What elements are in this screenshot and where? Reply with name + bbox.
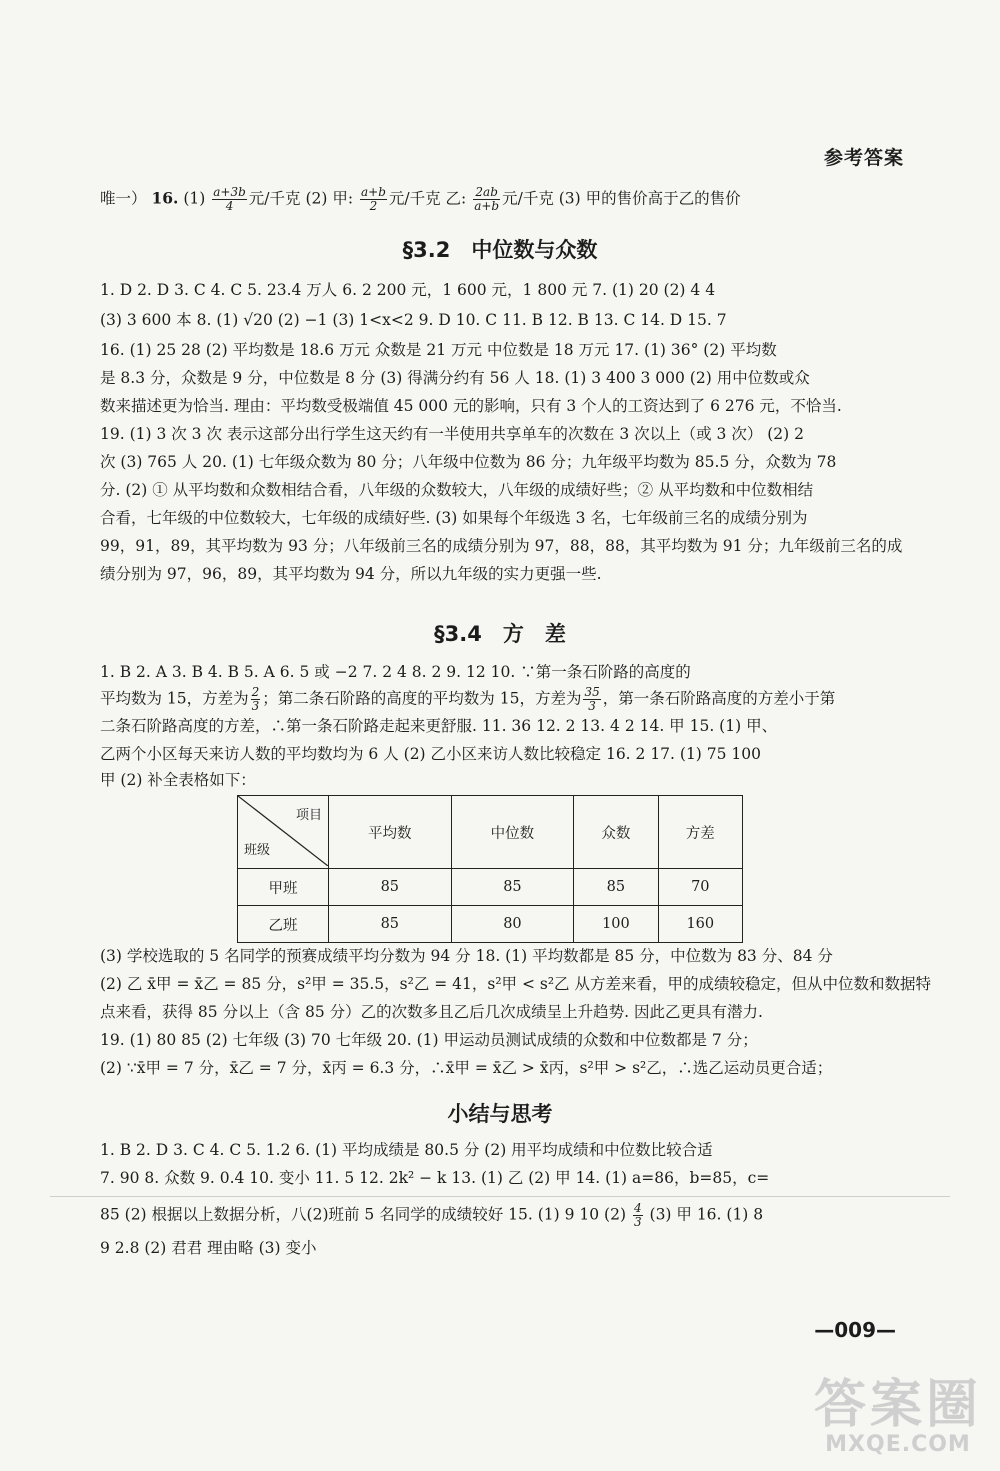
answer-line: 9 2.8 (2) 君君 理由略 (3) 变小 bbox=[100, 1239, 317, 1257]
answer-line: 1. D 2. D 3. C 4. C 5. 23.4 万人 6. 2 200 元，1 600 元，1 800 元 7. (1) 20 (2) 4 4 bbox=[100, 281, 716, 299]
answer-line: (3) 学校选取的 5 名同学的预赛成绩平均分数为 94 分 18. (1) 平均数都是 85 分，中位数为 83 分、84 分 bbox=[100, 947, 833, 965]
table-header-row bbox=[238, 796, 743, 869]
answer-line: (2) 乙 x̄甲 = x̄乙 = 85 分，s²甲 = 35.5，s²乙 = 41，s²甲 < s²乙 从方差来看，甲的成绩较稳定，但从中位数和数据特 bbox=[100, 975, 931, 993]
answer-line: 平均数为 15，方差为 $\frac{2}{3}$ ；第二条石阶路的高度的平均数为 15，方差为 $\frac{35}{3}$ ，第一条石阶路高度的方差小于第 bbox=[100, 685, 836, 713]
fraction: $\frac{2ab}{a+b}$ bbox=[474, 185, 500, 213]
page-number: —009— bbox=[814, 1318, 896, 1342]
table-cell: 85 bbox=[574, 869, 658, 906]
table-corner-cell: 项目 班级 bbox=[238, 796, 329, 869]
section-title-summary: 小结与思考 bbox=[447, 1102, 553, 1126]
table-header-cell: 方差 bbox=[658, 796, 742, 869]
page-header: 参考答案 bbox=[823, 147, 904, 169]
answer-line: 19. (1) 80 85 (2) 七年级 (3) 70 七年级 20. (1) 甲运动员测试成绩的众数和中位数都是 7 分； bbox=[100, 1031, 758, 1049]
answer-line: (2) ∵x̄甲 = 7 分，x̄乙 = 7 分，x̄丙 = 6.3 分，∴x̄甲 = x̄乙 > x̄丙，s²甲 > s²乙，∴选乙运动员更合适； bbox=[100, 1059, 833, 1077]
watermark-logo: 答案圈 MXQE.COM bbox=[813, 1375, 982, 1457]
answer-line: 16. (1) 25 28 (2) 平均数是 18.6 万元 众数是 21 万元 中位数是 18 万元 17. (1) 36° (2) 平均数 bbox=[100, 341, 777, 359]
answer-line: 点来看，获得 85 分以上（含 85 分）乙的次数多且乙后几次成绩呈上升趋势. 因此乙更具有潜力. bbox=[100, 1003, 763, 1021]
answer-line: 分. (2) ① 从平均数和众数相结合看，八年级的众数较大，八年级的成绩好些；② 从平均数和中位数相结 bbox=[100, 481, 814, 499]
fraction: $\frac{4}{3}$ bbox=[633, 1201, 642, 1229]
answer-line: 乙两个小区每天来访人数的平均数均为 6 人 (2) 乙小区来访人数比较稳定 16. 2 17. (1) 75 100 bbox=[100, 745, 762, 763]
table-cell: 85 bbox=[329, 906, 452, 943]
table-header-cell: 平均数 bbox=[329, 796, 452, 869]
answer-line: 99，91，89，其平均数为 93 分；八年级前三名的成绩分别为 97，88，88，其平均数为 91 分；九年级前三名的成 bbox=[100, 537, 903, 555]
table-cell: 100 bbox=[574, 906, 658, 943]
answer-line: 7. 90 8. 众数 9. 0.4 10. 变小 11. 5 12. 2k² − k 13. (1) 乙 (2) 甲 14. (1) a=86，b=85，c= bbox=[100, 1169, 770, 1187]
fraction: $\frac{a+b}{2}$ bbox=[361, 185, 386, 213]
statistics-table bbox=[237, 795, 743, 943]
answer-line: 85 (2) 根据以上数据分析，八(2)班前 5 名同学的成绩较好 15. (1) 9 10 (2) $\frac{4}{3}$ (3) 甲 16. (1) 8 bbox=[100, 1201, 764, 1229]
table-row bbox=[238, 869, 743, 906]
answer-line: 合看，七年级的中位数较大，七年级的成绩好些. (3) 如果每个年级选 3 名，七年级前三名的成绩分别为 bbox=[100, 509, 808, 527]
answer-line: 数来描述更为恰当. 理由：平均数受极端值 45 000 元的影响，只有 3 个人的工资达到了 6 276 元，不恰当. bbox=[100, 397, 842, 415]
continuation-line: 唯一） 16. (1) $\frac{a+3b}{4}$ 元/千克 (2) 甲: $\frac{a+b}{2}$ 元/千克 乙: $\frac{2ab}{a+b}$ 元/千克 (3) 甲的售价高于乙的售价 bbox=[100, 185, 741, 213]
table-cell: 85 bbox=[451, 869, 574, 906]
answer-line: 1. B 2. D 3. C 4. C 5. 1.2 6. (1) 平均成绩是 80.5 分 (2) 用平均成绩和中位数比较合适 bbox=[100, 1141, 713, 1159]
answer-line: 次 (3) 765 人 20. (1) 七年级众数为 80 分；八年级中位数为 86 分；九年级平均数为 85.5 分，众数为 78 bbox=[100, 453, 837, 471]
table-cell: 85 bbox=[329, 869, 452, 906]
table-header-cell: 中位数 bbox=[451, 796, 574, 869]
section-title-3-4: §3.4 方 差 bbox=[434, 622, 566, 646]
fraction: $\frac{a+3b}{4}$ bbox=[213, 185, 246, 213]
answer-line: 二条石阶路高度的方差，∴第一条石阶路走起来更舒服. 11. 36 12. 2 13. 4 2 14. 甲 15. (1) 甲、 bbox=[100, 717, 778, 735]
answer-line: 甲 (2) 补全表格如下： bbox=[100, 771, 256, 789]
answer-line: 1. B 2. A 3. B 4. B 5. A 6. 5 或 −2 7. 2 4 8. 2 9. 12 10. ∵第一条石阶路的高度的 bbox=[100, 663, 691, 681]
table-cell: 70 bbox=[658, 869, 742, 906]
answer-line: 19. (1) 3 次 3 次 表示这部分出行学生这天约有一半使用共享单车的次数在 3 次以上（或 3 次） (2) 2 bbox=[100, 425, 804, 443]
fraction: $\frac{35}{3}$ bbox=[584, 685, 600, 713]
answer-line: 绩分别为 97，96，89，其平均数为 94 分，所以九年级的实力更强一些. bbox=[100, 565, 602, 583]
answer-line: 是 8.3 分，众数是 9 分，中位数是 8 分 (3) 得满分约有 56 人 18. (1) 3 400 3 000 (2) 用中位数或众 bbox=[100, 369, 810, 387]
table-cell: 160 bbox=[658, 906, 742, 943]
row-label: 乙班 bbox=[238, 906, 329, 943]
answer-line: (3) 3 600 本 8. (1) √20 (2) −1 (3) 1<x<2 9. D 10. C 11. B 12. B 13. C 14. D 15. 7 bbox=[100, 311, 727, 329]
row-label: 甲班 bbox=[238, 869, 329, 906]
table-cell: 80 bbox=[451, 906, 574, 943]
table-row bbox=[238, 906, 743, 943]
table-header-cell: 众数 bbox=[574, 796, 658, 869]
divider bbox=[50, 1196, 950, 1197]
fraction: $\frac{2}{3}$ bbox=[251, 685, 260, 713]
section-title-3-2: §3.2 中位数与众数 bbox=[402, 238, 598, 262]
